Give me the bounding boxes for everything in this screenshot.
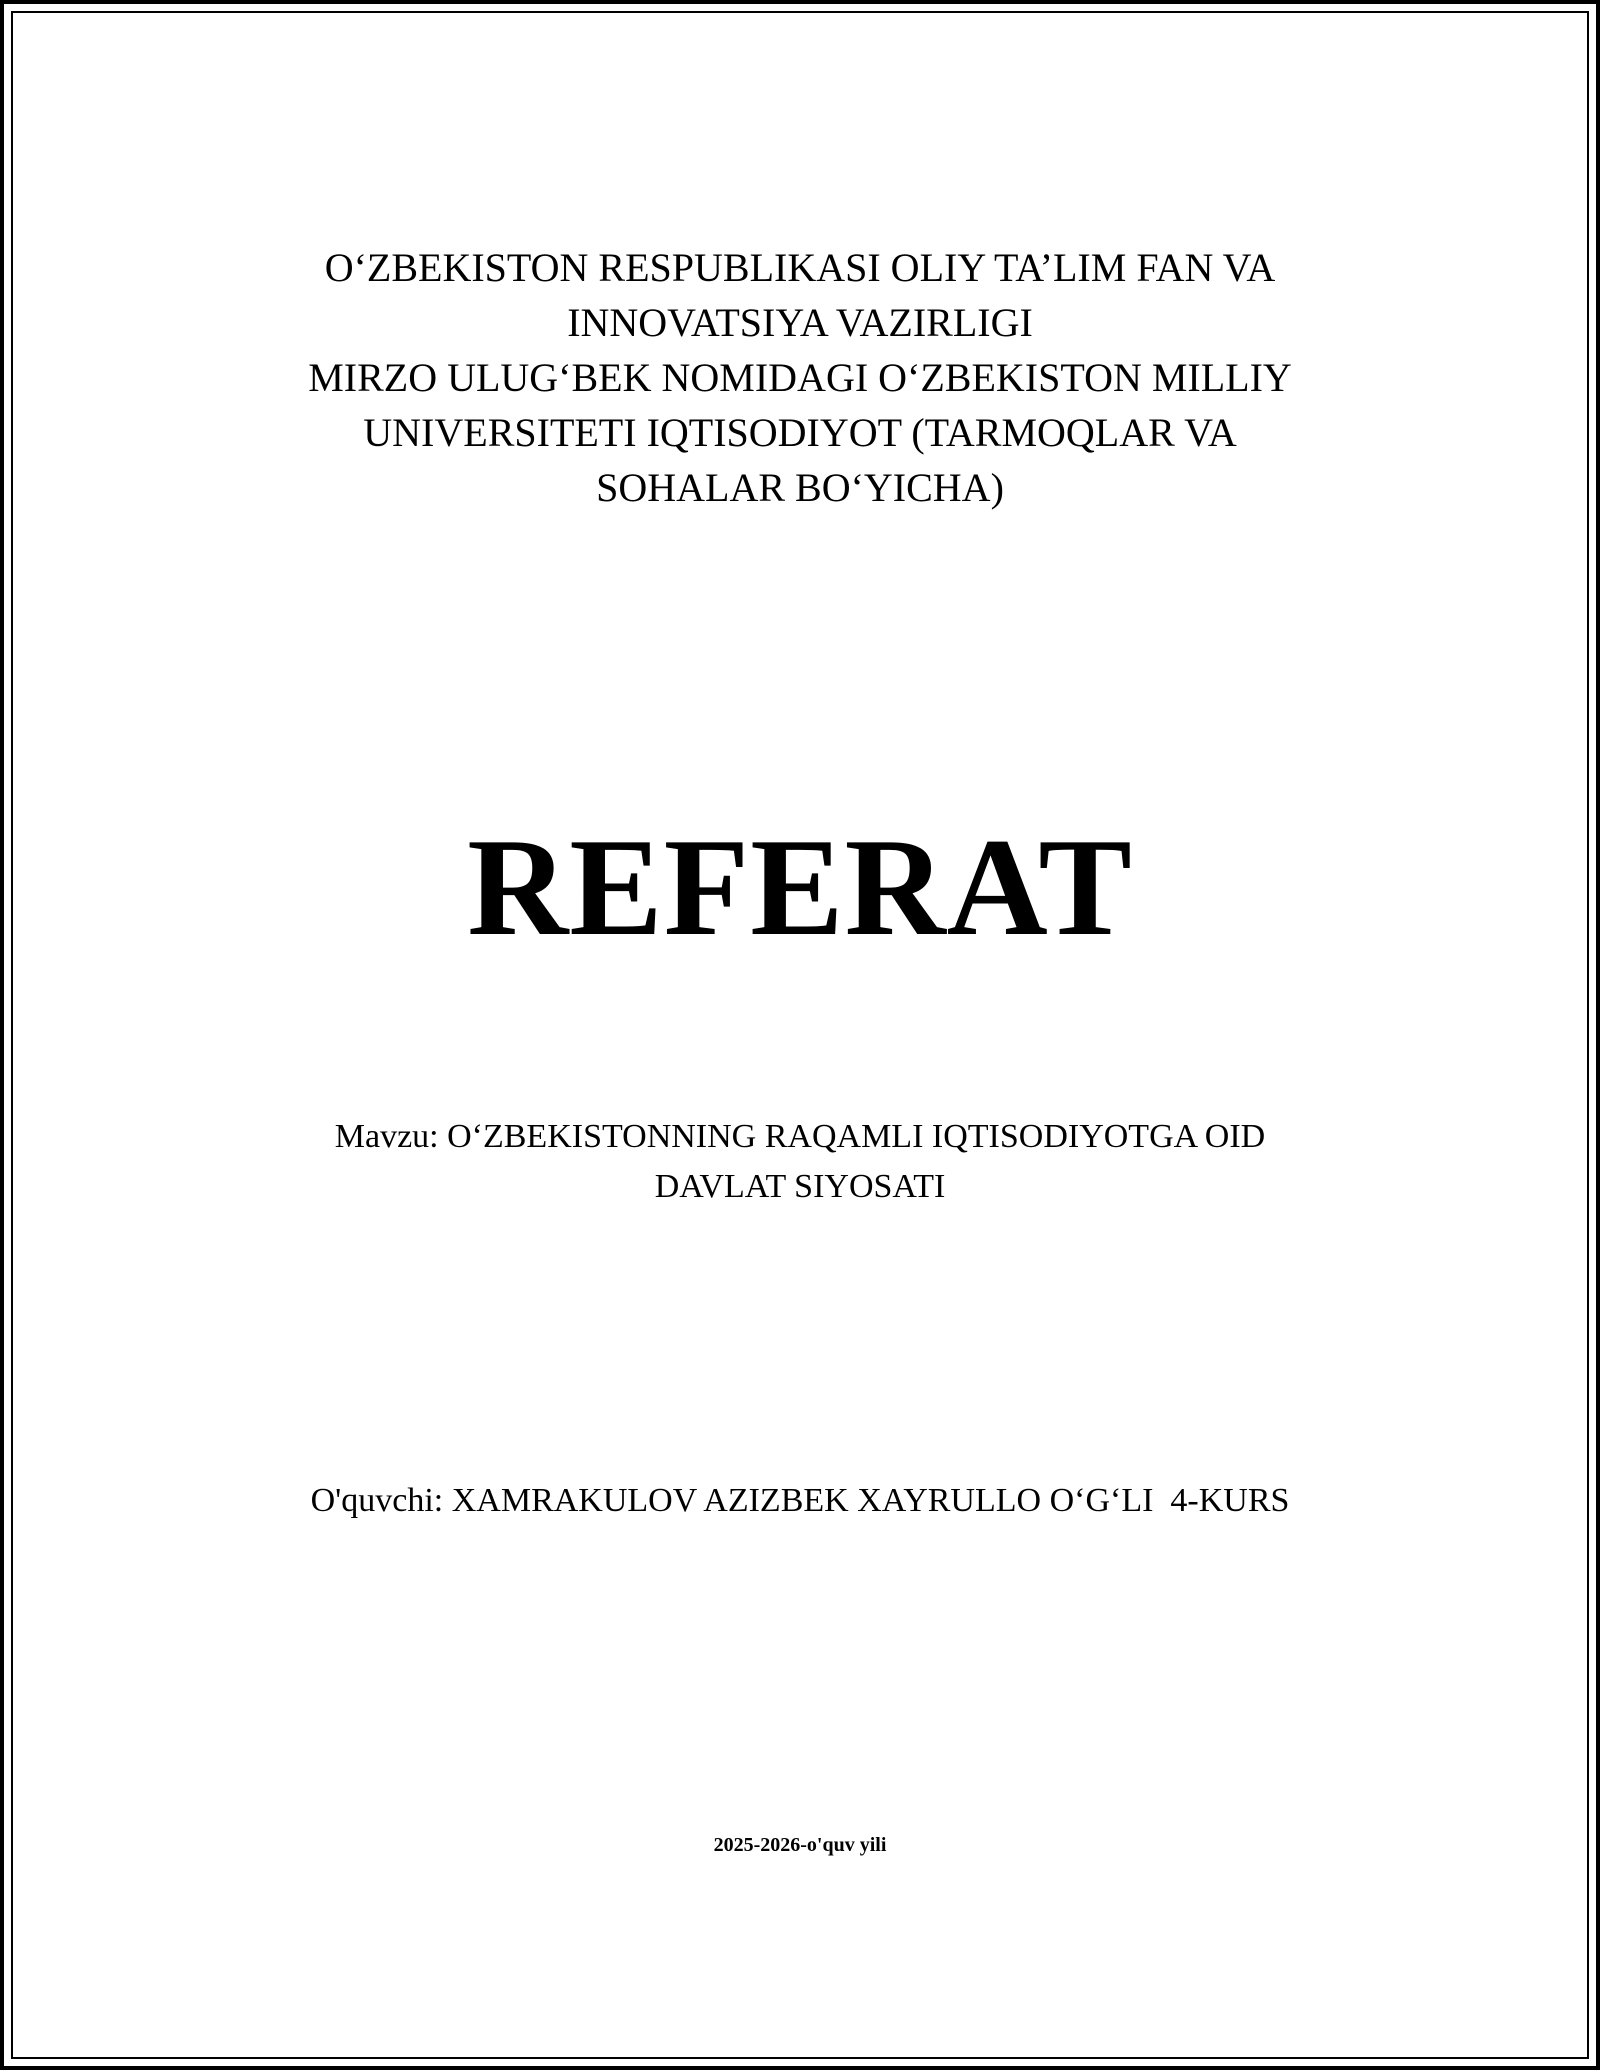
document-title: REFERAT <box>467 810 1133 965</box>
topic-line: DAVLAT SIYOSATI <box>654 1168 946 1205</box>
student-info: O'quvchi: XAMRAKULOV AZIZBEK XAYRULLO O‘G‘LI 4-KURS <box>310 1482 1290 1519</box>
header-line: MIRZO ULUG‘BEK NOMIDAGI O‘ZBEKISTON MILLIY <box>308 355 1292 400</box>
institution-header <box>0 240 1600 515</box>
header-line: O‘ZBEKISTON RESPUBLIKASI OLIY TA’LIM FAN VA <box>324 245 1276 290</box>
academic-year: 2025-2026-o'quv yili <box>713 1834 887 1856</box>
header-line: INNOVATSIYA VAZIRLIGI <box>567 300 1033 345</box>
topic-line: Mavzu: O‘ZBEKISTONNING RAQAMLI IQTISODIYOTGA OID <box>334 1118 1266 1155</box>
header-line: SOHALAR BO‘YICHA) <box>596 465 1004 510</box>
header-line: UNIVERSITETI IQTISODIYOT (TARMOQLAR VA <box>363 410 1237 455</box>
topic-block <box>0 1112 1600 1212</box>
